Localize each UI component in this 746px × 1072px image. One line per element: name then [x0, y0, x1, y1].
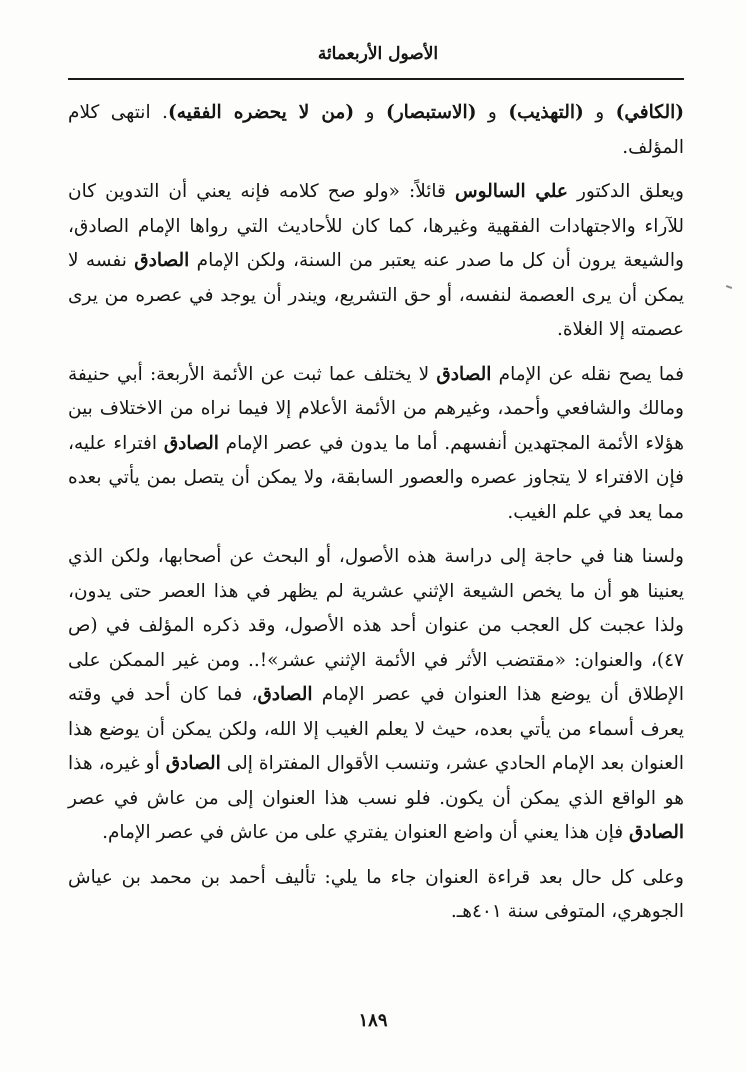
- bold-run: (من لا يحضره الفقيه): [167, 102, 355, 123]
- bold-run: الصادق: [628, 822, 684, 843]
- header-rule: [68, 78, 684, 80]
- text-run: لا يختلف عما ثبت عن الأئمة الأربعة: أبي حنيفة ومالك والشافعي وأحمد، وغيرهم من الأئمة الأعلام إلا فيما نراه من الاختلاف بين هؤلاء الأئمة المجتهدين أنفسهم. أما ما يدون في عصر الإمام: [68, 363, 684, 454]
- paragraph-5: [68, 861, 684, 930]
- text-run: ، فما كان أحد في وقته يعرف أسماء من يأتي بعده، حيث لا يعلم الغيب إلا الله، ولكن يمكن أن يوضع هذا العنوان بعد الإمام الحادي عشر، وتنسب الأقوال المفتراة إلى: [68, 684, 684, 774]
- bold-run: الصادق: [436, 363, 492, 385]
- text-run: و: [476, 102, 509, 123]
- text-run: فإن هذا يعني أن واضع العنوان يفتري على من عاش في عصر الإمام.: [102, 822, 629, 843]
- bold-run: علي السالوس: [454, 181, 568, 202]
- page-number: ١٨٩: [358, 1010, 388, 1031]
- text-run: و: [583, 102, 616, 123]
- bold-run: (التهذيب): [508, 102, 584, 123]
- text-run: قائلاً: «ولو صح كلامه فإنه يعني أن التدوين كان للآراء والاجتهادات الفقهية وغيرها، كما كان للأحاديث التي رواها الإمام الصادق، والشيعة يرون أن كل ما صدر عنه يعتبر من السنة، ولكن الإمام: [68, 181, 684, 271]
- paragraph-3: [68, 358, 684, 531]
- margin-mark: [726, 285, 732, 289]
- text-run: و: [354, 102, 386, 123]
- paragraph-1: [68, 96, 684, 165]
- bold-run: الصادق: [134, 250, 190, 271]
- text-run: أو غيره، هذا هو الواقع الذي يمكن أن يكون. فلو نسب هذا العنوان إلى من عاش في عصر: [68, 753, 684, 809]
- text-run: وعلى كل حال بعد قراءة العنوان جاء ما يلي: تأليف أحمد بن محمد بن عياش الجوهري، المتوفى سنة ٤٠١هـ.: [68, 866, 684, 922]
- text-run: ولسنا هنا في حاجة إلى دراسة هذه الأصول، أو البحث عن أصحابها، ولكن الذي يعنينا هو أن ما يخص الشيعة الإثني عشرية لم يظهر في هذا العصر حتى يدون، ولذا عجبت كل العجب من عنوان أحد هذه الأصول، وقد ذكره المؤلف في (ص ٤٧)، والعنوان: «مقتضب الأثر في الأئمة الإثني عشر»!.. ومن غير الممكن على الإطلاق أن يوضع هذا العنوان في عصر الإمام: [68, 546, 684, 705]
- bold-run: الصادق: [257, 684, 313, 705]
- text-run: ويعلق الدكتور: [567, 181, 684, 202]
- bold-run: الصادق: [165, 753, 221, 774]
- text-run: فما يصح نقله عن الإمام: [491, 363, 684, 385]
- bold-run: (الكافي): [615, 102, 685, 123]
- bold-run: (الاستبصار): [385, 102, 477, 123]
- bold-run: الصادق: [163, 432, 219, 454]
- paragraph-2: [68, 175, 684, 348]
- text-run: نفسه لا يمكن أن يرى العصمة لنفسه، أو حق التشريع، ويندر أن يوجد في عصره من يرى عصمته إلا الغلاة.: [68, 250, 684, 340]
- text-run: . انتهى كلام المؤلف.: [68, 102, 684, 158]
- text-run: افتراء عليه، فإن الافتراء لا يتجاوز عصره والعصور السابقة، ولا يمكن أن يتصل بمن يأتي بعده مما يعد في علم الغيب.: [68, 432, 684, 523]
- running-title: الأصول الأربعمائة: [317, 44, 439, 64]
- paragraph-4: [68, 540, 684, 851]
- body-text: [68, 96, 684, 930]
